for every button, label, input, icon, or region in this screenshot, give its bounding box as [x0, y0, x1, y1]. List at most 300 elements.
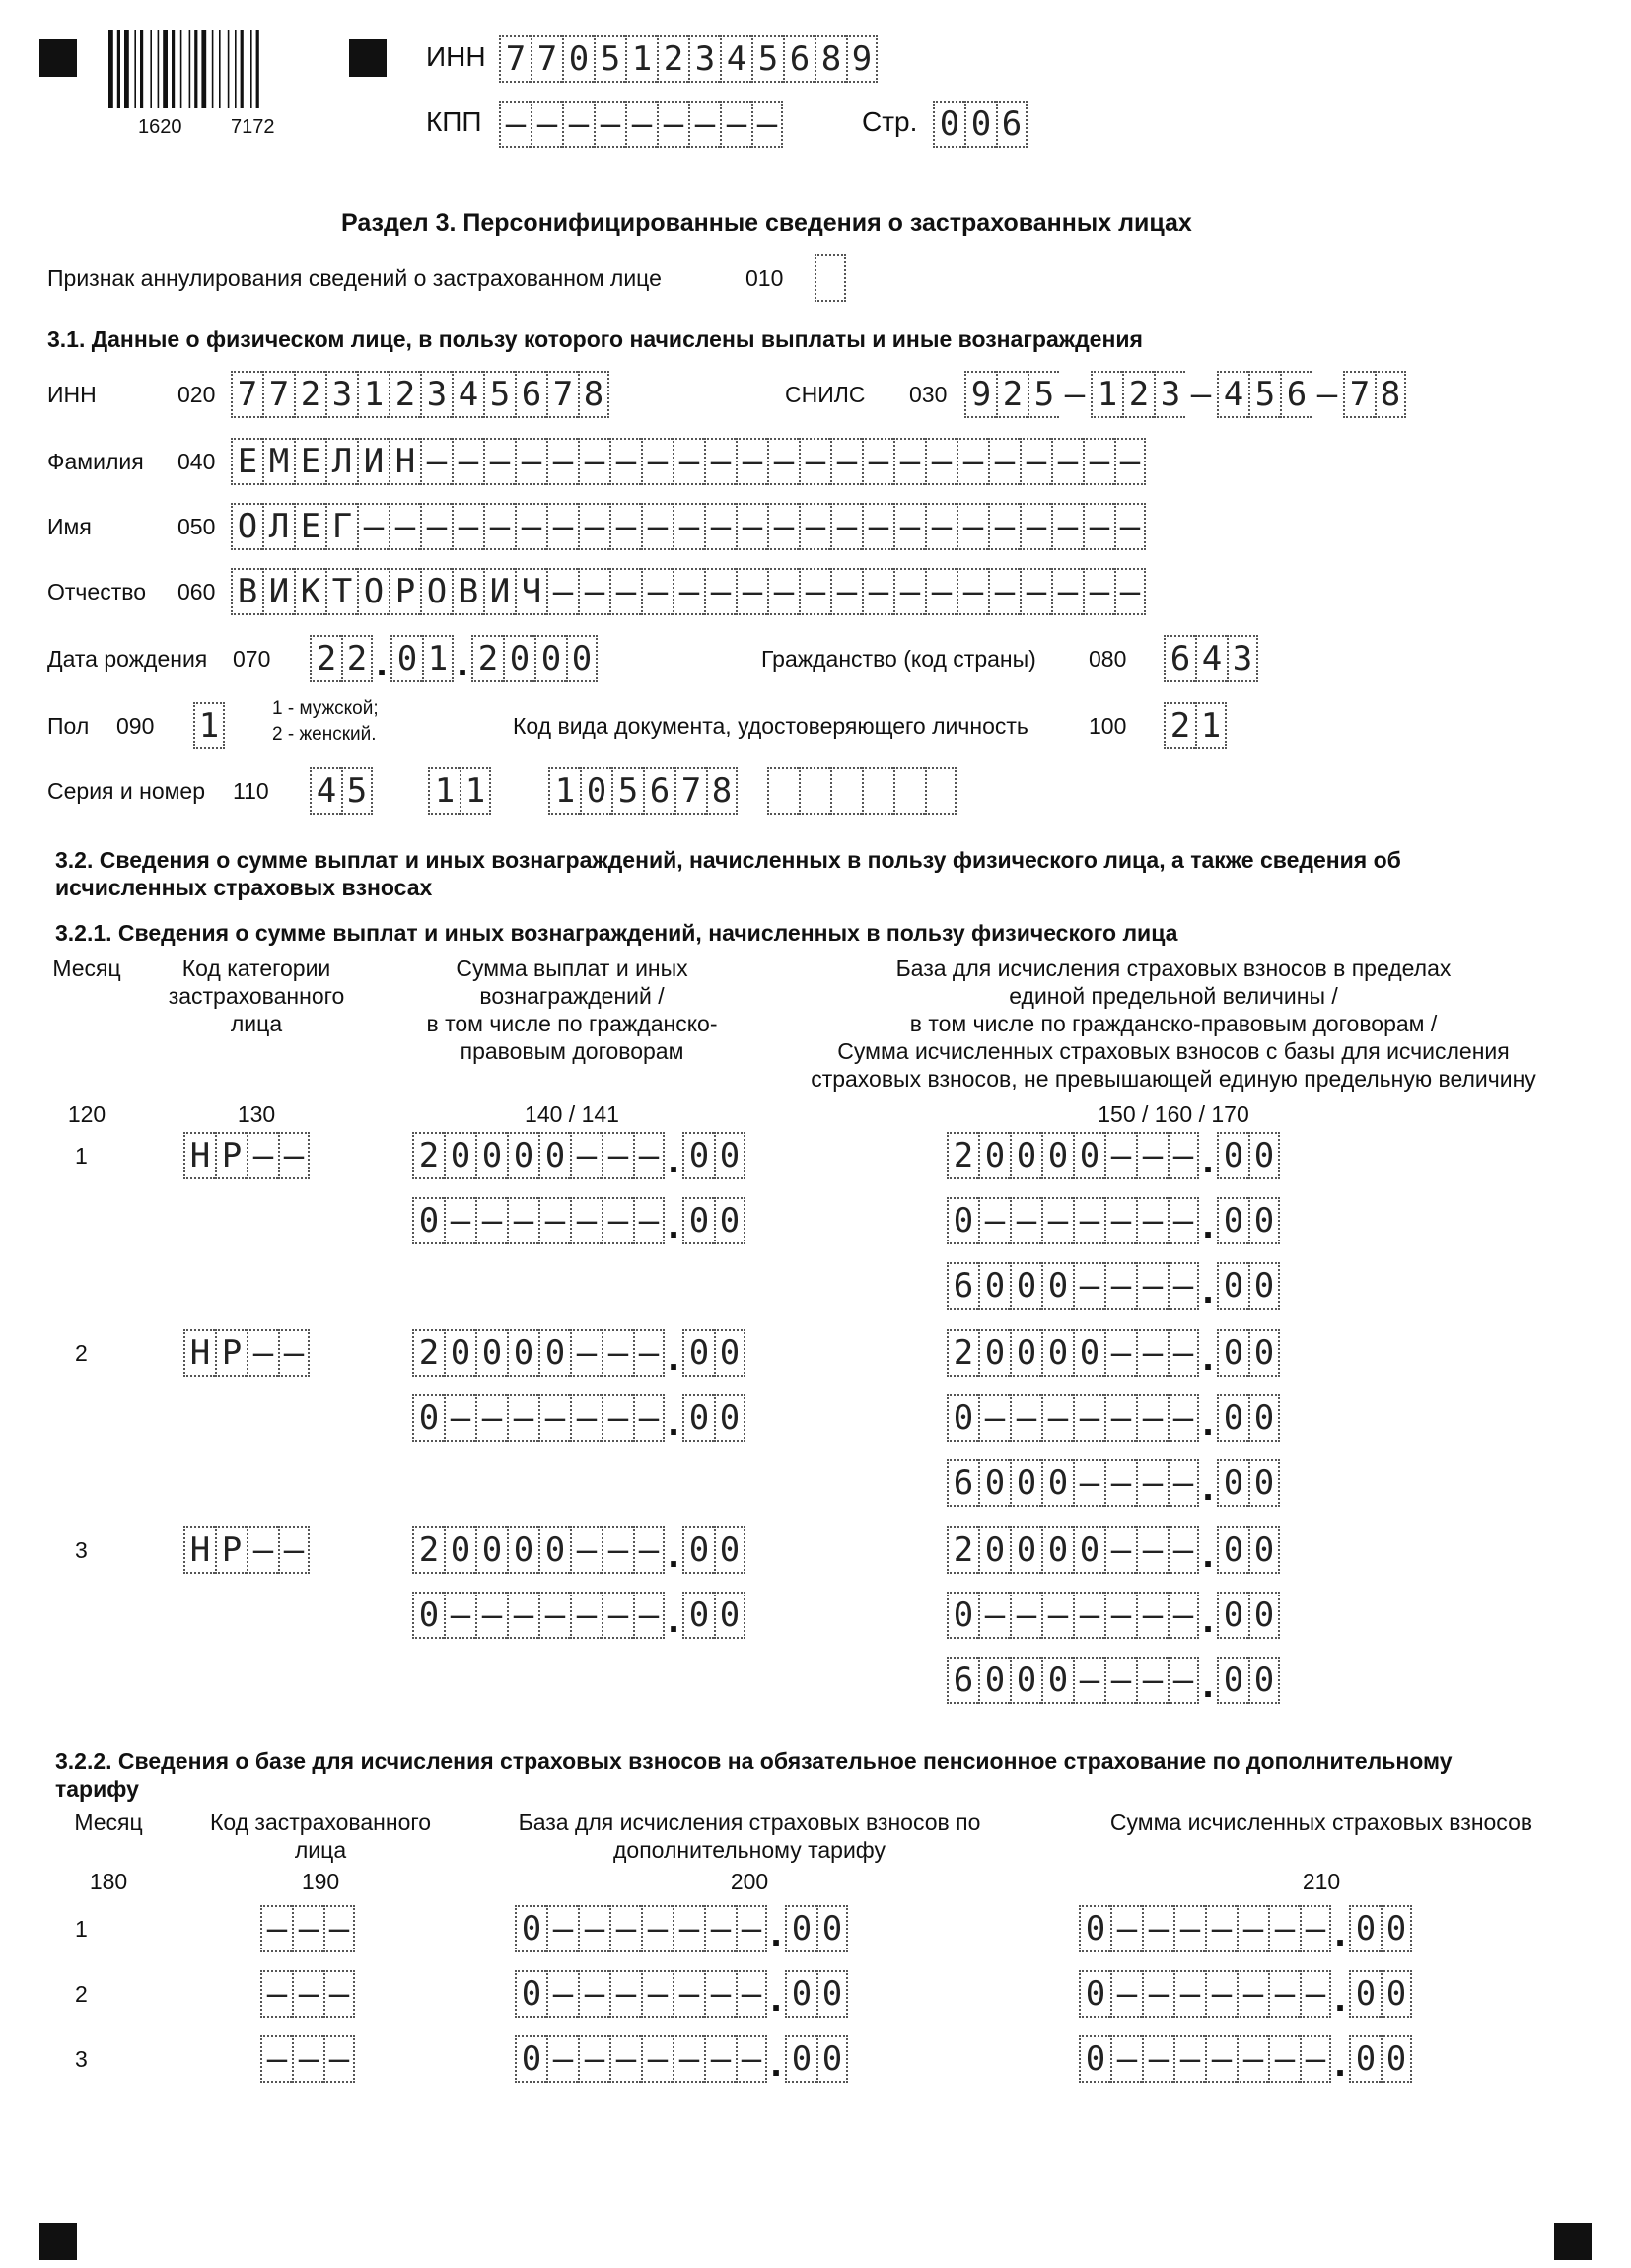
char-cell: – [1300, 1970, 1331, 2018]
char-cell: Р [215, 1329, 247, 1377]
char-cell: – [531, 101, 562, 148]
date-part [390, 635, 454, 682]
char-cell: – [1168, 1132, 1199, 1179]
char-cell: 0 [1217, 1394, 1248, 1442]
char-cell: 0 [964, 101, 996, 148]
char-cell: Л [325, 438, 357, 485]
amount-kopecks [785, 1905, 848, 1952]
char-cell: 6 [643, 767, 674, 815]
header-page-field[interactable] [933, 101, 1028, 148]
char-cell: 0 [682, 1329, 714, 1377]
doc-series-field-1[interactable] [310, 767, 373, 815]
char-cell: 4 [720, 35, 751, 83]
char-cell: – [602, 1526, 633, 1574]
char-cell: – [578, 503, 609, 550]
char-cell: – [1110, 1970, 1142, 2018]
char-cell: 0 [412, 1592, 444, 1639]
col-base-2: единой предельной величины / [1009, 983, 1338, 1009]
insured-code-field[interactable] [260, 1905, 355, 1952]
char-cell: О [231, 503, 262, 550]
char-cell: 0 [1073, 1526, 1104, 1574]
char-cell: – [546, 438, 578, 485]
doc-number-label: Серия и номер [47, 778, 206, 804]
char-cell: 0 [978, 1459, 1010, 1507]
char-cell: 0 [412, 1197, 444, 1244]
char-cell: – [1136, 1262, 1168, 1310]
char-cell: 0 [1041, 1657, 1073, 1704]
code-base: 150 / 160 / 170 [1098, 1101, 1249, 1127]
doc-type-field[interactable] [1164, 702, 1227, 749]
char-cell: – [452, 503, 483, 550]
char-cell: Н [183, 1132, 215, 1179]
surname-label: Фамилия [47, 449, 144, 474]
char-cell: – [1083, 438, 1114, 485]
char-cell: Е [294, 503, 325, 550]
char-cell: 0 [978, 1526, 1010, 1574]
person-section-title: 3.1. Данные о физическом лице, в пользу которого начислены выплаты и иные вознаграждения [47, 326, 1143, 352]
char-cell: – [1051, 438, 1083, 485]
char-cell: – [1237, 1970, 1268, 2018]
patronymic-code: 060 [177, 579, 216, 604]
char-cell: – [1104, 1262, 1136, 1310]
char-cell: – [1010, 1394, 1041, 1442]
surname-field[interactable] [231, 438, 1146, 485]
char-cell: – [767, 568, 799, 615]
char-cell: 2 [412, 1526, 444, 1574]
decimal-point: . [1202, 1400, 1214, 1444]
citizenship-field[interactable] [1164, 635, 1258, 682]
char-cell: 0 [1217, 1262, 1248, 1310]
char-cell: 6 [947, 1262, 978, 1310]
additional-sum-field[interactable] [1079, 2035, 1412, 2083]
month-number: 3 [75, 1537, 88, 1563]
char-cell: – [323, 1970, 355, 2018]
additional-sum-field[interactable] [1079, 1905, 1412, 1952]
char-cell: 5 [483, 371, 515, 418]
char-cell: – [751, 101, 783, 148]
amount-rubles [412, 1329, 665, 1377]
amount-rubles [412, 1526, 665, 1574]
char-cell: – [925, 438, 957, 485]
decimal-point: . [668, 1400, 679, 1444]
char-cell: – [1136, 1526, 1168, 1574]
col-category-2: застрахованного [168, 983, 345, 1009]
char-cell: – [736, 1970, 767, 2018]
char-cell: – [893, 503, 925, 550]
payment-gpd-field[interactable] [412, 1394, 745, 1442]
char-cell: 6 [947, 1657, 978, 1704]
char-cell: Н [389, 438, 420, 485]
char-cell: – [1114, 503, 1146, 550]
char-cell: – [1073, 1394, 1104, 1442]
char-cell: – [633, 1592, 665, 1639]
char-cell: – [609, 1970, 641, 2018]
month-number: 3 [75, 2046, 88, 2072]
char-cell: – [602, 1197, 633, 1244]
char-cell: 0 [1073, 1329, 1104, 1377]
char-cell: 3 [325, 371, 357, 418]
char-cell [830, 767, 862, 815]
char-cell: 0 [1217, 1459, 1248, 1507]
amount-rubles [515, 2035, 767, 2083]
char-cell: – [1268, 1905, 1300, 1952]
char-cell: 0 [1073, 1132, 1104, 1179]
char-cell: – [704, 568, 736, 615]
char-cell: – [704, 2035, 736, 2083]
decimal-point: . [1202, 1268, 1214, 1311]
amount-kopecks [1217, 1394, 1280, 1442]
add-code-month: 180 [89, 1869, 128, 1894]
person-inn-code: 020 [177, 382, 216, 407]
additional-base-field[interactable] [515, 2035, 848, 2083]
patronymic-field[interactable] [231, 568, 1146, 615]
char-cell: – [673, 1970, 704, 2018]
char-cell: 0 [1079, 2035, 1110, 2083]
char-cell: – [1268, 1970, 1300, 2018]
char-cell: 2 [389, 371, 420, 418]
char-cell [893, 767, 925, 815]
amount-rubles [1079, 2035, 1331, 2083]
char-cell: – [736, 1905, 767, 1952]
base-sum-field[interactable] [947, 1132, 1280, 1179]
char-cell: – [1110, 2035, 1142, 2083]
char-cell: – [1168, 1197, 1199, 1244]
char-cell: Г [325, 503, 357, 550]
char-cell: – [323, 1905, 355, 1952]
decimal-point: . [770, 2041, 782, 2085]
char-cell: В [452, 568, 483, 615]
additional-base-field[interactable] [515, 1970, 848, 2018]
char-cell: – [688, 101, 720, 148]
char-cell: – [1104, 1592, 1136, 1639]
char-cell: 0 [1079, 1970, 1110, 2018]
char-cell: 4 [1217, 371, 1248, 418]
char-cell: – [657, 101, 688, 148]
char-cell: 1 [1091, 371, 1122, 418]
header-inn-field[interactable] [499, 35, 878, 83]
base-gpd-field[interactable] [947, 1592, 1280, 1639]
char-cell: – [978, 1197, 1010, 1244]
char-cell: 0 [1079, 1905, 1110, 1952]
additional-sum-field[interactable] [1079, 1970, 1412, 2018]
person-snils-field[interactable] [964, 371, 1406, 418]
char-cell: – [475, 1197, 507, 1244]
char-cell: 0 [515, 2035, 546, 2083]
amount-rubles [1079, 1970, 1331, 2018]
char-cell: 0 [682, 1197, 714, 1244]
col-category-1: Код категории [181, 956, 331, 981]
char-cell: – [570, 1526, 602, 1574]
additional-base-field[interactable] [515, 1905, 848, 1952]
char-cell: – [633, 1132, 665, 1179]
payment-sum-field[interactable] [412, 1132, 745, 1179]
char-cell: – [602, 1394, 633, 1442]
char-cell: 0 [1010, 1329, 1041, 1377]
amount-kopecks [785, 1970, 848, 2018]
char-cell: И [483, 568, 515, 615]
header-kpp-label: КПП [426, 106, 482, 137]
char-cell: 0 [714, 1394, 745, 1442]
char-cell: – [957, 438, 988, 485]
char-cell: – [578, 1905, 609, 1952]
payment-gpd-field[interactable] [412, 1592, 745, 1639]
additional-title-line2: тарифу [55, 1776, 139, 1802]
char-cell: 0 [682, 1526, 714, 1574]
base-gpd-field[interactable] [947, 1197, 1280, 1244]
char-cell: – [673, 2035, 704, 2083]
header-kpp-field[interactable] [499, 101, 783, 148]
char-cell: – [1205, 1970, 1237, 2018]
char-cell: – [389, 503, 420, 550]
payment-gpd-field[interactable] [412, 1197, 745, 1244]
add-col-month: Месяц [74, 1809, 143, 1835]
char-cell: 2 [996, 371, 1028, 418]
char-cell: – [1136, 1592, 1168, 1639]
char-cell: 2 [947, 1329, 978, 1377]
char-cell: 7 [546, 371, 578, 418]
insured-code-field[interactable] [260, 2035, 355, 2083]
char-cell: – [1168, 1459, 1199, 1507]
contribution-sum-field[interactable] [947, 1657, 1280, 1704]
person-inn-field[interactable] [231, 371, 609, 418]
payment-sum-field[interactable] [412, 1526, 745, 1574]
char-cell: Е [231, 438, 262, 485]
doc-number-field[interactable] [548, 767, 738, 815]
char-cell: 0 [1381, 1970, 1412, 2018]
char-cell: – [1073, 1459, 1104, 1507]
char-cell: 0 [1248, 1592, 1280, 1639]
char-cell: 0 [1248, 1262, 1280, 1310]
char-cell: – [538, 1197, 570, 1244]
code-month: 120 [67, 1101, 106, 1127]
char-cell: – [704, 1905, 736, 1952]
code-category: 130 [237, 1101, 276, 1127]
add-col-code-2: лица [294, 1837, 347, 1863]
char-cell: 0 [1217, 1132, 1248, 1179]
char-cell: О [357, 568, 389, 615]
sex-field[interactable] [193, 702, 225, 749]
char-cell: К [294, 568, 325, 615]
char-cell: – [633, 1329, 665, 1377]
char-cell: 0 [978, 1329, 1010, 1377]
char-cell: – [988, 503, 1020, 550]
barcode [108, 30, 316, 108]
category-code-field[interactable] [183, 1132, 310, 1179]
char-cell: 2 [412, 1132, 444, 1179]
col-sum-2: вознаграждений / [479, 983, 665, 1009]
decimal-point: . [1334, 1976, 1346, 2020]
char-cell: 1 [422, 635, 454, 682]
amount-rubles [947, 1657, 1199, 1704]
char-cell: – [602, 1329, 633, 1377]
char-cell: – [570, 1197, 602, 1244]
date-separator: . [457, 641, 468, 684]
decimal-point: . [1202, 1465, 1214, 1509]
base-sum-field[interactable] [947, 1526, 1280, 1574]
char-cell: – [1205, 2035, 1237, 2083]
char-cell: 0 [1381, 2035, 1412, 2083]
dob-field[interactable] [310, 635, 598, 682]
char-cell: – [602, 1132, 633, 1179]
citizenship-code: 080 [1089, 646, 1127, 672]
header-page-label: Стр. [862, 106, 918, 137]
char-cell: 2 [1122, 371, 1154, 418]
char-cell: – [720, 101, 751, 148]
char-cell: 0 [1381, 1905, 1412, 1952]
char-cell: И [357, 438, 389, 485]
char-cell: 2 [310, 635, 341, 682]
char-cell [799, 767, 830, 815]
doc-series-field-2[interactable] [428, 767, 491, 815]
char-cell: 2 [341, 635, 373, 682]
char-cell: – [515, 438, 546, 485]
char-cell: 7 [674, 767, 706, 815]
char-cell: – [507, 1592, 538, 1639]
corner-marker [39, 2223, 77, 2260]
char-cell: – [988, 568, 1020, 615]
insured-code-field[interactable] [260, 1970, 355, 2018]
person-snils-code: 030 [909, 382, 948, 407]
char-cell: – [260, 2035, 292, 2083]
char-cell: – [1168, 1262, 1199, 1310]
char-cell: 0 [785, 1970, 816, 2018]
doc-type-code: 100 [1089, 713, 1127, 739]
doc-type-label: Код вида документа, удостоверяющего личность [513, 713, 1028, 739]
payments-title-line1: 3.2. Сведения о сумме выплат и иных вознаграждений, начисленных в пользу физического лица, а также сведения об [55, 847, 1401, 873]
char-cell: 0 [1217, 1329, 1248, 1377]
decimal-point: . [668, 1335, 679, 1379]
surname-code: 040 [177, 449, 216, 474]
char-cell: – [260, 1970, 292, 2018]
category-code-field[interactable] [183, 1329, 310, 1377]
payments-subtitle: 3.2.1. Сведения о сумме выплат и иных вознаграждений, начисленных в пользу физического лица [55, 920, 1178, 946]
amount-rubles [947, 1592, 1199, 1639]
annul-field[interactable] [815, 254, 846, 302]
char-cell: 0 [1248, 1657, 1280, 1704]
char-cell: – [247, 1526, 278, 1574]
char-cell: Р [215, 1132, 247, 1179]
char-cell: Р [215, 1526, 247, 1574]
decimal-point: . [1202, 1532, 1214, 1576]
amount-kopecks [1217, 1262, 1280, 1310]
person-snils-label: СНИЛС [785, 382, 866, 407]
section-title: Раздел 3. Персонифицированные сведения о застрахованных лицах [341, 209, 1192, 237]
char-cell: 0 [515, 1905, 546, 1952]
char-cell: – [1104, 1459, 1136, 1507]
char-cell: – [830, 503, 862, 550]
char-cell: 0 [475, 1329, 507, 1377]
char-cell: 7 [262, 371, 294, 418]
char-cell: – [1051, 568, 1083, 615]
char-cell: – [609, 2035, 641, 2083]
char-cell [925, 767, 957, 815]
char-cell: – [830, 568, 862, 615]
char-cell: – [515, 503, 546, 550]
amount-rubles [412, 1197, 665, 1244]
corner-marker [39, 39, 77, 77]
char-cell: 0 [503, 635, 534, 682]
char-cell: 0 [515, 1970, 546, 2018]
contribution-sum-field[interactable] [947, 1262, 1280, 1310]
char-cell: – [578, 568, 609, 615]
add-code-code: 190 [301, 1869, 340, 1894]
category-code-field[interactable] [183, 1526, 310, 1574]
char-cell: 9 [846, 35, 878, 83]
decimal-point: . [1202, 1597, 1214, 1641]
char-cell: И [262, 568, 294, 615]
amount-rubles [947, 1197, 1199, 1244]
char-cell: 0 [580, 767, 611, 815]
char-cell: – [1104, 1197, 1136, 1244]
char-cell: 0 [682, 1592, 714, 1639]
name-field[interactable] [231, 503, 1146, 550]
char-cell: – [546, 2035, 578, 2083]
char-cell: 6 [947, 1459, 978, 1507]
char-cell: – [957, 568, 988, 615]
char-cell: 0 [714, 1329, 745, 1377]
char-cell: – [1136, 1459, 1168, 1507]
char-cell: 0 [1217, 1657, 1248, 1704]
sex-hint-male: 1 - мужской; [272, 698, 379, 719]
amount-kopecks [1217, 1526, 1280, 1574]
annul-label: Признак аннулирования сведений о застрахованном лице [47, 265, 662, 291]
char-cell: Л [262, 503, 294, 550]
char-cell: – [925, 503, 957, 550]
char-cell: 5 [611, 767, 643, 815]
char-cell: 0 [507, 1132, 538, 1179]
contribution-sum-field[interactable] [947, 1459, 1280, 1507]
amount-rubles [947, 1329, 1199, 1377]
base-gpd-field[interactable] [947, 1394, 1280, 1442]
char-cell [767, 767, 799, 815]
char-cell: 7 [1343, 371, 1375, 418]
char-cell: 0 [538, 1526, 570, 1574]
char-cell: – [594, 101, 625, 148]
char-cell: – [641, 2035, 673, 2083]
amount-kopecks [682, 1329, 745, 1377]
char-cell: – [483, 503, 515, 550]
char-cell: 0 [1041, 1262, 1073, 1310]
doc-number-extra-field[interactable] [767, 767, 957, 815]
char-cell: – [1041, 1592, 1073, 1639]
payment-sum-field[interactable] [412, 1329, 745, 1377]
char-cell: 0 [1248, 1329, 1280, 1377]
amount-kopecks [1349, 2035, 1412, 2083]
char-cell: – [278, 1132, 310, 1179]
add-code-base: 200 [730, 1869, 769, 1894]
char-cell: 0 [1248, 1394, 1280, 1442]
base-sum-field[interactable] [947, 1329, 1280, 1377]
char-cell: 0 [947, 1394, 978, 1442]
char-cell: 0 [1041, 1526, 1073, 1574]
char-cell: – [278, 1329, 310, 1377]
char-cell: – [1136, 1657, 1168, 1704]
char-cell: 5 [341, 767, 373, 815]
char-cell [862, 767, 893, 815]
amount-rubles [947, 1132, 1199, 1179]
char-cell: – [483, 438, 515, 485]
char-cell: 0 [444, 1329, 475, 1377]
citizenship-label: Гражданство (код страны) [761, 646, 1036, 672]
decimal-point: . [668, 1532, 679, 1576]
char-cell: 0 [978, 1132, 1010, 1179]
char-cell: – [357, 503, 389, 550]
char-cell: – [862, 503, 893, 550]
dob-label: Дата рождения [47, 646, 208, 672]
char-cell: 0 [682, 1132, 714, 1179]
char-cell: – [893, 438, 925, 485]
amount-rubles [412, 1394, 665, 1442]
